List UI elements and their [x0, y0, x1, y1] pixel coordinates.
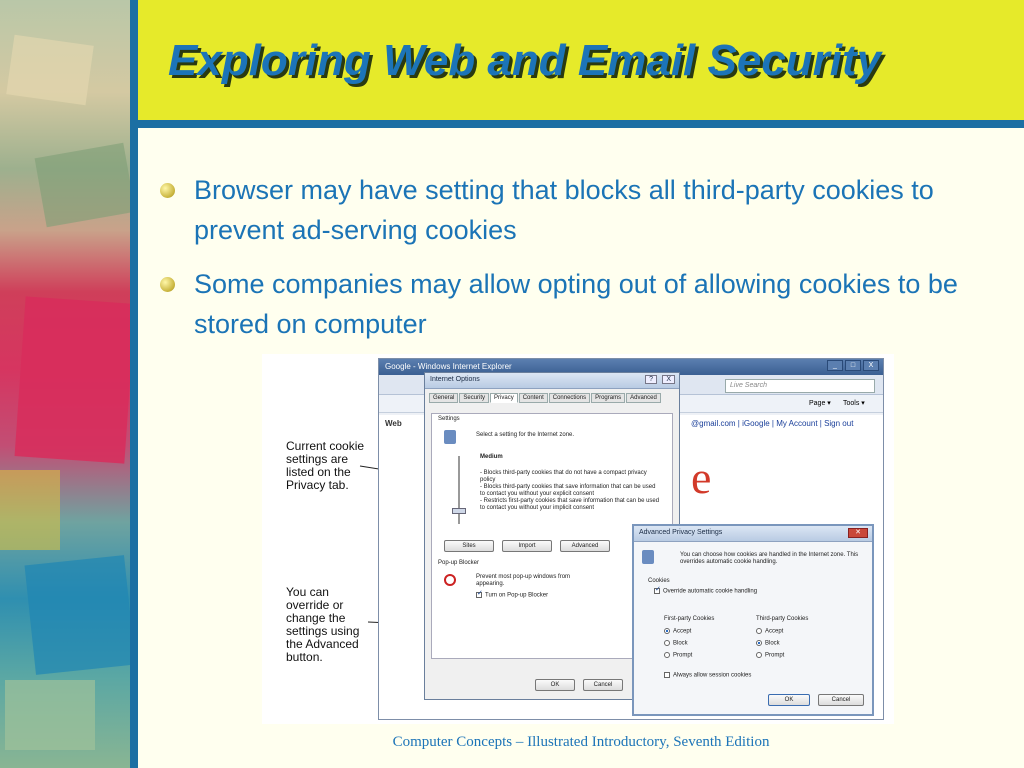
privacy-level: Medium [480, 454, 503, 460]
slide-title: Exploring Web and Email Security [168, 36, 882, 85]
bullet-item [160, 264, 990, 344]
advanced-title: Advanced Privacy Settings [639, 529, 723, 536]
radio-icon [664, 652, 670, 658]
no-entry-icon [444, 574, 456, 586]
popup-blocker-checkbox[interactable] [476, 592, 548, 600]
checkbox-checked-icon [654, 588, 660, 594]
tools-menu[interactable]: Tools ▾ [843, 400, 865, 407]
advanced-cancel-button[interactable]: Cancel [818, 694, 864, 706]
session-cookies-checkbox[interactable] [664, 672, 751, 680]
window-controls [827, 360, 879, 371]
maximize-button[interactable]: □ [845, 360, 861, 371]
callout-privacy-tab: Current cookie settings are listed on the Privacy tab. [286, 439, 365, 492]
help-button[interactable]: ? [645, 375, 657, 384]
options-cancel-button[interactable]: Cancel [583, 679, 623, 691]
privacy-slider-thumb[interactable] [452, 508, 466, 514]
page-menu[interactable]: Page ▾ [809, 400, 831, 407]
radio-icon [756, 628, 762, 634]
radio-label: Prompt [765, 652, 785, 659]
options-ok-button[interactable]: OK [535, 679, 575, 691]
privacy-zone-icon [444, 430, 456, 444]
callout-advanced-button: You can override or change the settings using the Advanced button. [286, 585, 360, 664]
advanced-description: You can choose how cookies are handled in the Internet zone. This overrides automatic cookie handling. [680, 552, 859, 565]
dialog-title-bar [425, 373, 679, 389]
web-tab[interactable]: Web [385, 419, 402, 428]
options-tabs [425, 389, 679, 403]
dialog-close-button[interactable]: X [662, 375, 675, 384]
radio-label: Accept [765, 628, 784, 635]
popup-description: Prevent most pop-up windows from appearing. [476, 574, 571, 587]
dialog-title: Internet Options [430, 376, 480, 383]
cookies-group-label: Cookies [648, 578, 670, 584]
radio-label: Block [765, 640, 780, 647]
minimize-button[interactable]: _ [827, 360, 843, 371]
radio-icon [756, 652, 762, 658]
first-party-prompt-radio[interactable] [664, 652, 692, 660]
third-party-block-radio[interactable] [756, 640, 780, 648]
third-party-prompt-radio[interactable] [756, 652, 784, 660]
tab-advanced[interactable]: Advanced [626, 393, 661, 403]
tab-privacy[interactable]: Privacy [490, 393, 518, 403]
search-input[interactable]: Live Search [725, 379, 875, 393]
session-cookies-label: Always allow session cookies [673, 672, 752, 679]
first-party-block-radio[interactable] [664, 640, 688, 648]
tab-connections[interactable]: Connections [549, 393, 590, 403]
privacy-icon [642, 550, 654, 564]
account-links[interactable]: @gmail.com | iGoogle | My Account | Sign out [691, 419, 854, 428]
first-party-accept-radio[interactable] [664, 628, 691, 636]
screenshot-figure [262, 354, 894, 724]
tab-content[interactable]: Content [519, 393, 548, 403]
tab-programs[interactable]: Programs [591, 393, 625, 403]
radio-label: Accept [673, 628, 692, 635]
sites-button[interactable]: Sites [444, 540, 494, 552]
bullet-text: Browser may have setting that blocks all third-party cookies to prevent ad-serving cookies [194, 175, 934, 245]
bullet-text: Some companies may allow opting out of allowing cookies to be stored on computer [194, 269, 958, 339]
third-party-heading: Third-party Cookies [756, 616, 809, 622]
checkbox-icon [664, 672, 670, 678]
override-label: Override automatic cookie handling [663, 588, 758, 595]
bullet-dot-icon [160, 277, 175, 292]
radio-selected-icon [756, 640, 762, 646]
tab-security[interactable]: Security [459, 393, 489, 403]
radio-selected-icon [664, 628, 670, 634]
advanced-title-bar [634, 526, 872, 542]
tab-general[interactable]: General [429, 393, 458, 403]
slide-footer: Computer Concepts – Illustrated Introductory, Seventh Edition [392, 734, 770, 750]
popup-group-label: Pop-up Blocker [438, 560, 480, 566]
vertical-divider [130, 0, 138, 768]
bullet-item [160, 170, 990, 250]
first-party-heading: First-party Cookies [664, 616, 715, 622]
override-checkbox[interactable] [654, 588, 757, 596]
bullet-dot-icon [160, 183, 175, 198]
radio-label: Prompt [673, 652, 693, 659]
logo-fragment: e [691, 452, 712, 503]
settings-prompt: Select a setting for the Internet zone. [476, 432, 575, 438]
radio-label: Block [673, 640, 688, 647]
close-button[interactable]: X [863, 360, 879, 371]
import-button[interactable]: Import [502, 540, 552, 552]
advanced-close-icon[interactable]: ✕ [848, 528, 868, 538]
third-party-accept-radio[interactable] [756, 628, 783, 636]
bullet-list [160, 170, 990, 358]
radio-icon [664, 640, 670, 646]
advanced-button[interactable]: Advanced [560, 540, 610, 552]
header-divider [138, 120, 1024, 128]
privacy-level-description: - Blocks third-party cookies that do not have a compact privacy policy - Blocks third-party cookies that save information that can be used to contact you without your explicit consent - Restricts first-party cookies that save information that can be used to contact you without your implicit consent [480, 470, 660, 511]
settings-group-label: Settings [438, 416, 460, 422]
checkbox-checked-icon [476, 592, 482, 598]
decorative-painting [0, 0, 130, 768]
advanced-ok-button[interactable]: OK [768, 694, 810, 706]
browser-title: Google - Windows Internet Explorer [385, 362, 512, 371]
advanced-privacy-dialog [632, 524, 874, 716]
popup-blocker-label: Turn on Pop-up Blocker [485, 592, 549, 599]
